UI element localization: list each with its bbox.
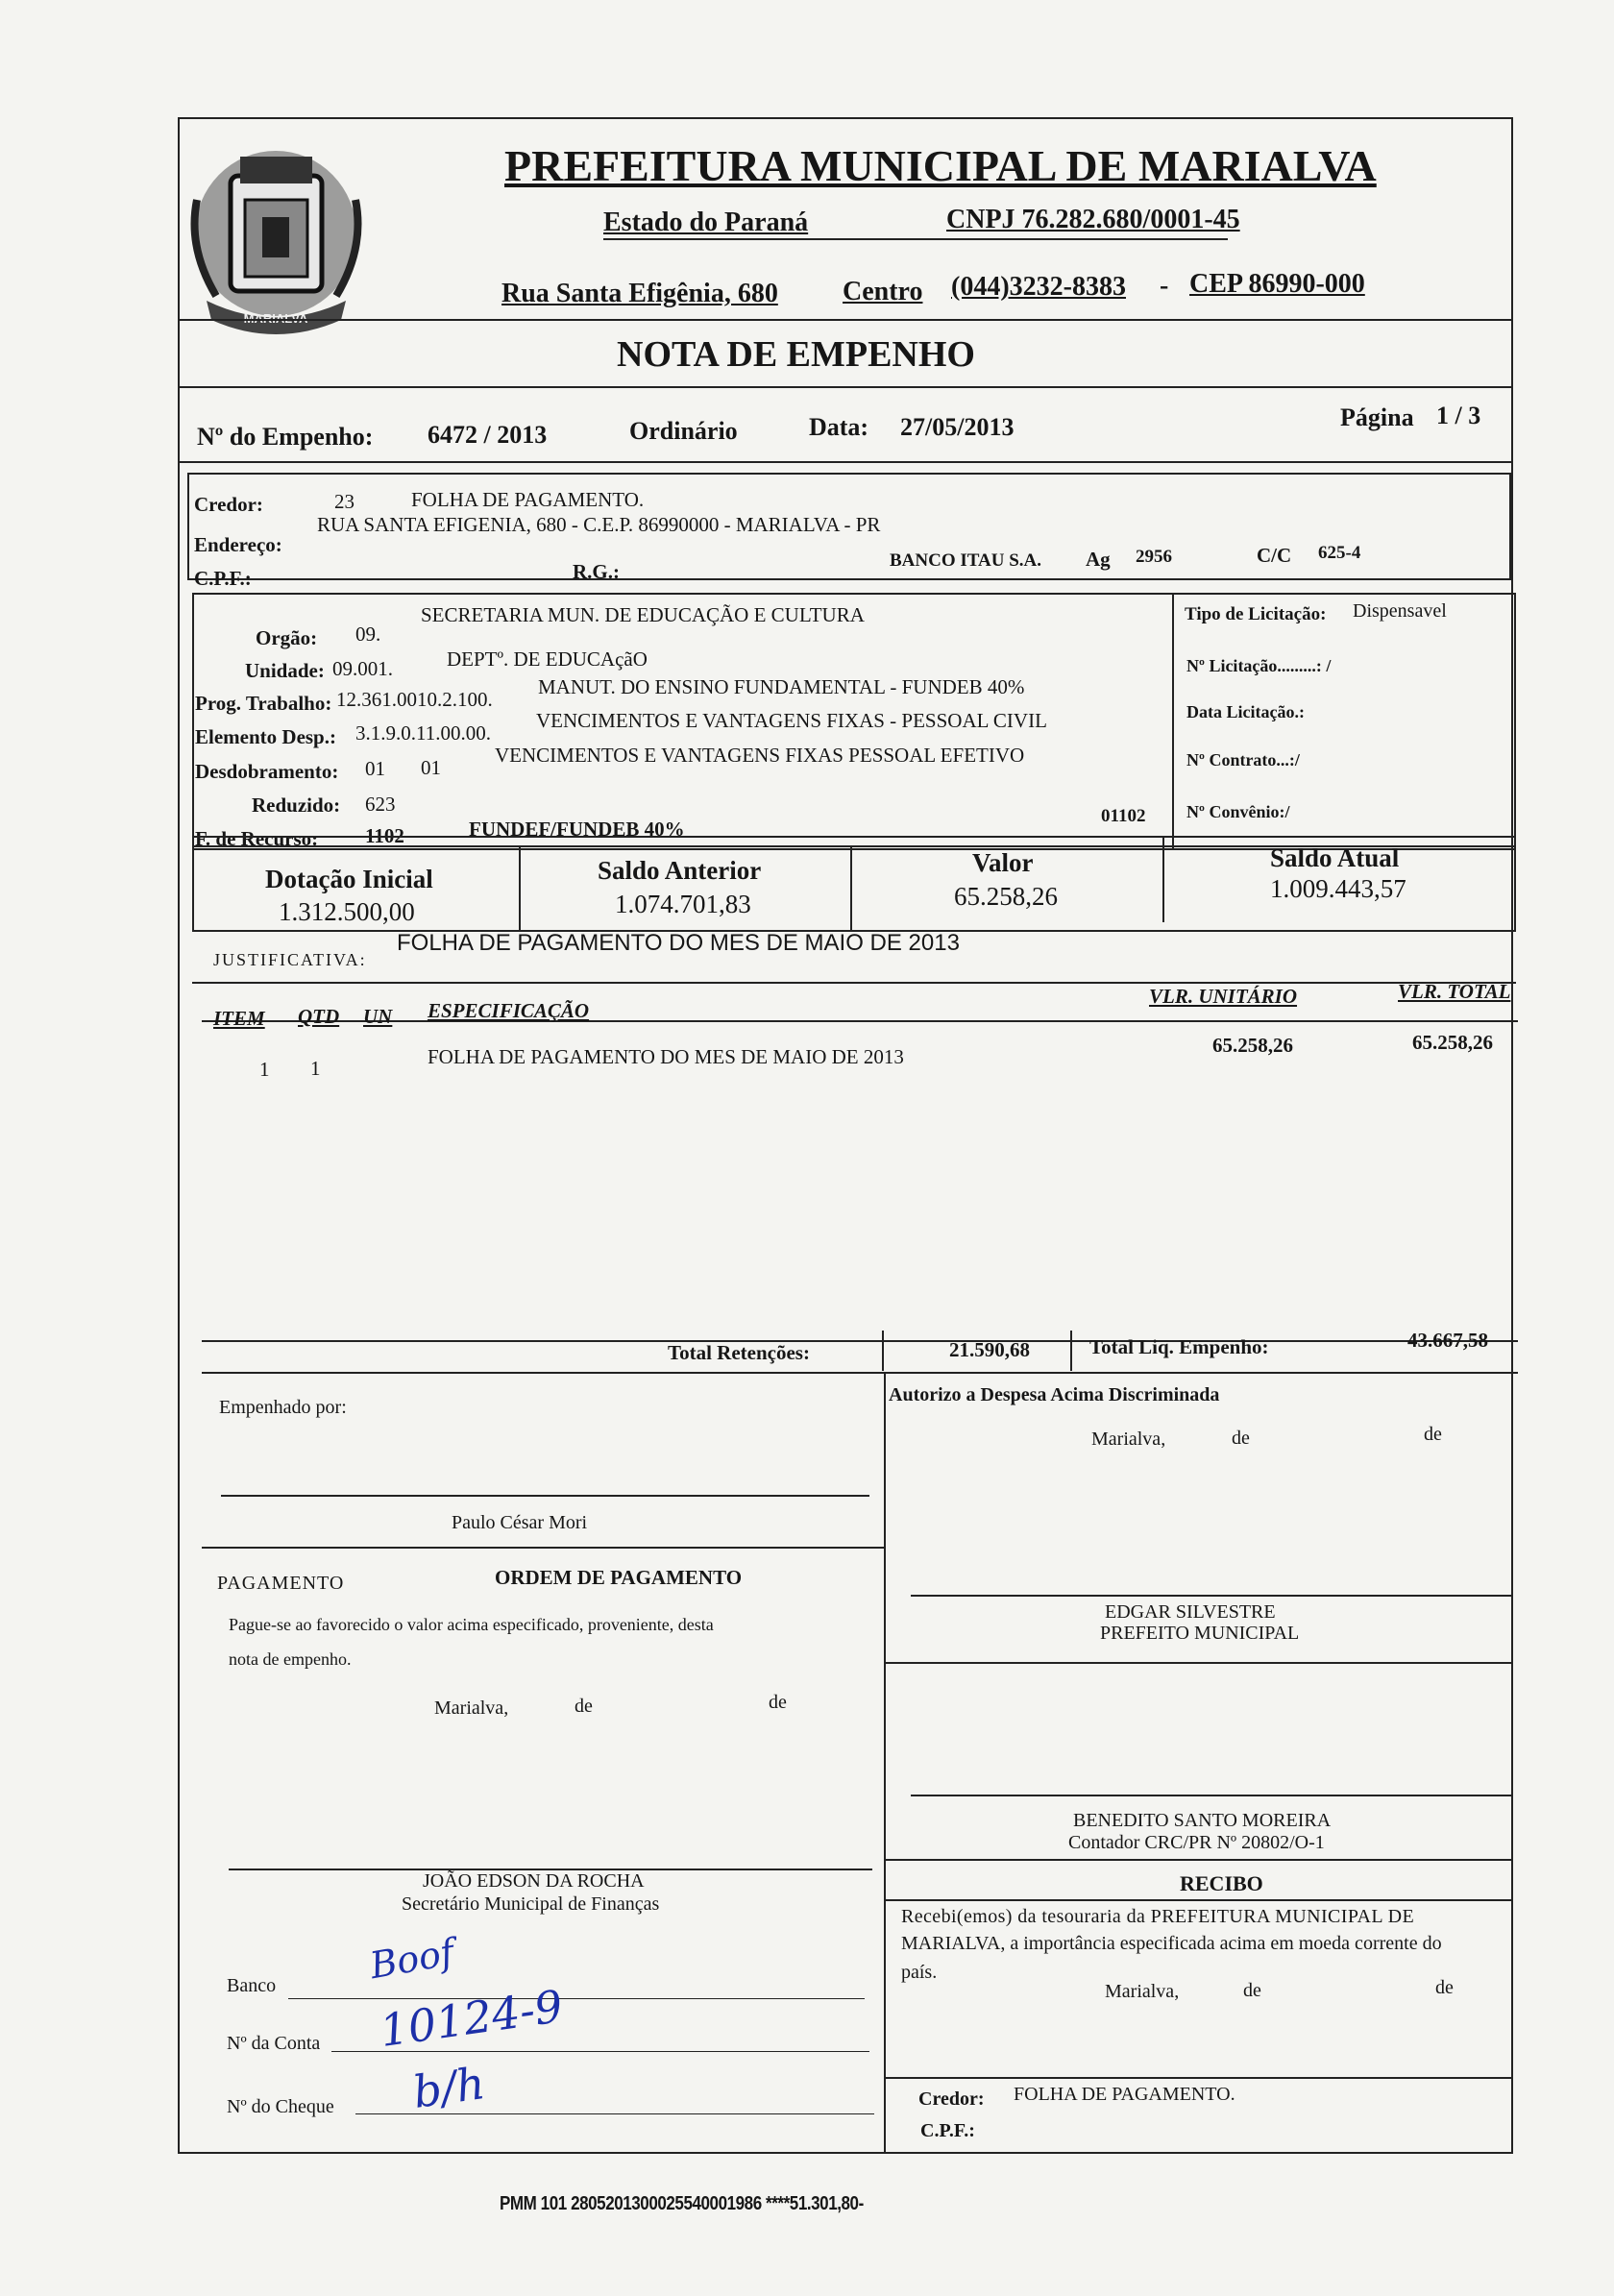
divider — [202, 1547, 884, 1549]
row-qtd: 1 — [310, 1057, 321, 1080]
recibo-credor-label: Credor: — [918, 2088, 985, 2110]
dotacao-inicial-value: 1.312.500,00 — [279, 897, 415, 926]
date-label: Data: — [809, 413, 869, 441]
prog-trabalho-code: 12.361.0010.2.100. — [336, 688, 493, 711]
saldo-anterior-label: Saldo Anterior — [598, 856, 762, 885]
row-vlr-unitario: 65.258,26 — [1212, 1034, 1293, 1057]
prefeito-role: PREFEITO MUNICIPAL — [1100, 1623, 1300, 1644]
contador-role: Contador CRC/PR Nº 20802/O-1 — [1068, 1832, 1325, 1853]
pagamento-de1: de — [575, 1696, 593, 1717]
secretario-name: JOÃO EDSON DA ROCHA — [423, 1870, 645, 1892]
recibo-line-1: Recebi(emos) da tesouraria da PREFEITURA MUNICIPAL DE — [901, 1906, 1415, 1927]
pagamento-de2: de — [769, 1692, 787, 1713]
elemento-code: 3.1.9.0.11.00.00. — [355, 721, 491, 745]
empenho-type: Ordinário — [629, 417, 738, 445]
address-cep: CEP 86990-000 — [1189, 269, 1365, 299]
recibo-de2: de — [1435, 1977, 1454, 1998]
endereco-label: Endereço: — [194, 533, 282, 556]
cpf-label: C.P.F.: — [194, 567, 252, 590]
date-value: 27/05/2013 — [900, 413, 1015, 441]
cheque-label: Nº do Cheque — [227, 2096, 334, 2117]
col-vlr-unitario: VLR. UNITÁRIO — [1149, 985, 1298, 1008]
total-liquido-label: Total Liq. Empenho: — [1089, 1335, 1269, 1358]
banco-label: Banco — [227, 1975, 277, 1996]
address-district: Centro — [843, 277, 923, 306]
divider — [884, 1859, 1513, 1861]
divider — [178, 319, 1513, 321]
credor-code: 23 — [334, 490, 355, 513]
recurso-code: 1102 — [365, 824, 404, 847]
conta-label: Nº da Conta — [227, 2033, 321, 2054]
numero-convenio: Nº Convênio:/ — [1186, 802, 1290, 821]
cheque-handwritten: b/h — [409, 2057, 488, 2118]
pagamento-text-2: nota de empenho. — [229, 1649, 352, 1669]
valor-label: Valor — [972, 848, 1034, 877]
numero-licitacao: Nº Licitação.........: / — [1186, 656, 1332, 675]
divider — [519, 845, 521, 932]
prog-trabalho-label: Prog. Trabalho: — [195, 692, 332, 715]
divider — [850, 845, 852, 932]
numero-contrato: Nº Contrato...:/ — [1186, 750, 1300, 769]
pagamento-label: PAGAMENTO — [217, 1573, 345, 1594]
divider — [202, 1372, 1518, 1374]
row-especificacao: FOLHA DE PAGAMENTO DO MES DE MAIO DE 2013 — [428, 1045, 904, 1068]
desdobramento-code1: 01 — [365, 757, 385, 780]
autorizo-de1: de — [1232, 1428, 1250, 1449]
municipal-crest — [187, 142, 365, 344]
page-label: Página — [1340, 403, 1414, 431]
signature-line — [911, 1795, 1513, 1796]
divider — [202, 1340, 1518, 1342]
rg-label: R.G.: — [573, 560, 620, 583]
desdobramento-label: Desdobramento: — [195, 760, 339, 783]
divider — [882, 1331, 884, 1371]
bank-name: BANCO ITAU S.A. — [890, 550, 1042, 571]
pagamento-text-1: Pague-se ao favorecido o valor acima especificado, proveniente, desta — [229, 1615, 714, 1634]
banco-handwritten: Boof — [366, 1930, 457, 1988]
row-item: 1 — [259, 1058, 270, 1081]
contador-name: BENEDITO SANTO MOREIRA — [1073, 1810, 1332, 1831]
autorizo-de2: de — [1424, 1424, 1442, 1445]
banco-line — [288, 1998, 865, 1999]
recibo-line-3: país. — [901, 1962, 938, 1983]
valor-value: 65.258,26 — [954, 882, 1058, 911]
divider — [884, 1899, 1513, 1901]
crest-ribbon-text: MARIALVA — [243, 311, 308, 326]
tipo-licitacao-label: Tipo de Licitação: — [1185, 604, 1327, 624]
divider — [178, 386, 1513, 388]
justificativa-label: JUSTIFICATIVA: — [213, 950, 367, 969]
recibo-credor-name: FOLHA DE PAGAMENTO. — [1014, 2084, 1235, 2105]
divider — [1070, 1331, 1072, 1371]
col-especificacao: ESPECIFICAÇÃO — [428, 999, 590, 1022]
unidade-label: Unidade: — [245, 659, 325, 682]
col-item: ITEM — [213, 1007, 265, 1030]
reduzido-value: 623 — [365, 793, 396, 816]
orgao-code: 09. — [355, 623, 381, 646]
state-name: Estado do Paraná — [603, 208, 809, 237]
saldo-atual-value: 1.009.443,57 — [1270, 874, 1406, 903]
col-qtd: QTD — [298, 1005, 340, 1028]
data-licitacao: Data Licitação.: — [1186, 702, 1305, 721]
agency-number: 2956 — [1136, 547, 1172, 567]
empenho-number: 6472 / 2013 — [428, 421, 548, 449]
unidade-code: 09.001. — [332, 657, 393, 680]
signature-line — [911, 1595, 1513, 1597]
footer-code: PMM 101 2805201300025540001986 ****51.301,80- — [500, 2193, 864, 2214]
ordem-pagamento-title: ORDEM DE PAGAMENTO — [495, 1566, 743, 1589]
account-number: 625-4 — [1318, 543, 1361, 563]
recurso-name: FUNDEF/FUNDEB 40% — [469, 818, 685, 841]
cnpj: CNPJ 76.282.680/0001-45 — [946, 205, 1240, 234]
page-number: 1 / 3 — [1436, 402, 1481, 429]
crest-icon — [187, 142, 365, 344]
unidade-name: DEPTº. DE EDUCAçãO — [447, 647, 648, 671]
recibo-city: Marialva, — [1105, 1981, 1180, 2002]
account-label: C/C — [1257, 544, 1292, 567]
address-separator: - — [1160, 271, 1169, 301]
agency-label: Ag — [1086, 548, 1111, 571]
address-street: Rua Santa Efigênia, 680 — [501, 279, 778, 308]
prefeito-name: EDGAR SILVESTRE — [1105, 1601, 1276, 1623]
recurso-label: F. de Recurso: — [195, 827, 319, 850]
recibo-de1: de — [1243, 1980, 1261, 2001]
divider — [884, 2077, 1513, 2079]
total-retencoes-label: Total Retenções: — [668, 1341, 810, 1364]
orgao-label: Orgão: — [256, 626, 318, 649]
page-title: PREFEITURA MUNICIPAL DE MARIALVA — [504, 141, 1377, 190]
recibo-line-2: MARIALVA, a importância especificada acima em moeda corrente do — [901, 1933, 1442, 1954]
total-retencoes-value: 21.590,68 — [949, 1338, 1030, 1361]
autorizo-label: Autorizo a Despesa Acima Discriminada — [889, 1384, 1220, 1405]
empenhado-signer: Paulo César Mori — [452, 1512, 588, 1533]
recibo-cpf-label: C.P.F.: — [920, 2120, 975, 2141]
total-liquido-value: 43.667,58 — [1407, 1329, 1488, 1352]
col-vlr-total: VLR. TOTAL — [1398, 980, 1511, 1003]
conta-handwritten: 10124-9 — [377, 1979, 566, 2058]
row-vlr-total: 65.258,26 — [1412, 1031, 1493, 1054]
saldo-anterior-value: 1.074.701,83 — [615, 890, 751, 918]
divider — [178, 461, 1513, 463]
address-phone: (044)3232-8383 — [951, 272, 1126, 302]
desdobramento-desc: VENCIMENTOS E VANTAGENS FIXAS PESSOAL EFETIVO — [495, 744, 1025, 767]
secretario-role: Secretário Municipal de Finanças — [402, 1893, 660, 1915]
credor-name: FOLHA DE PAGAMENTO. — [411, 488, 645, 511]
pagamento-city: Marialva, — [434, 1698, 509, 1719]
orgao-name: SECRETARIA MUN. DE EDUCAÇÃO E CULTURA — [421, 603, 865, 626]
divider — [884, 1662, 1513, 1664]
divider — [1162, 836, 1164, 922]
signature-line — [221, 1495, 869, 1497]
col-un: UN — [363, 1005, 393, 1028]
dotacao-inicial-label: Dotação Inicial — [265, 865, 433, 893]
divider — [192, 982, 1516, 984]
state-underline — [603, 238, 1228, 240]
tipo-licitacao-value: Dispensavel — [1353, 600, 1447, 622]
credor-label: Credor: — [194, 493, 263, 516]
document-type-title: NOTA DE EMPENHO — [617, 334, 975, 375]
recurso-ref: 01102 — [1101, 806, 1146, 826]
recibo-title: RECIBO — [1180, 1871, 1263, 1895]
prog-trabalho-desc: MANUT. DO ENSINO FUNDAMENTAL - FUNDEB 40% — [538, 675, 1025, 698]
desdobramento-code2: 01 — [421, 756, 441, 779]
items-header-line — [202, 1020, 1518, 1022]
endereco-value: RUA SANTA EFIGENIA, 680 - C.E.P. 86990000 - MARIALVA - PR — [317, 513, 881, 536]
empenho-number-label: Nº do Empenho: — [197, 423, 374, 451]
reduzido-label: Reduzido: — [252, 794, 341, 817]
dotacao-divider — [1172, 593, 1174, 850]
autorizo-city: Marialva, — [1091, 1429, 1166, 1450]
column-divider — [884, 1372, 886, 2154]
elemento-desc: VENCIMENTOS E VANTAGENS FIXAS - PESSOAL CIVIL — [536, 709, 1047, 732]
elemento-label: Elemento Desp.: — [195, 725, 336, 748]
saldo-atual-label: Saldo Atual — [1270, 843, 1400, 872]
justificativa-text: FOLHA DE PAGAMENTO DO MES DE MAIO DE 2013 — [397, 930, 960, 956]
empenhado-label: Empenhado por: — [219, 1397, 347, 1418]
